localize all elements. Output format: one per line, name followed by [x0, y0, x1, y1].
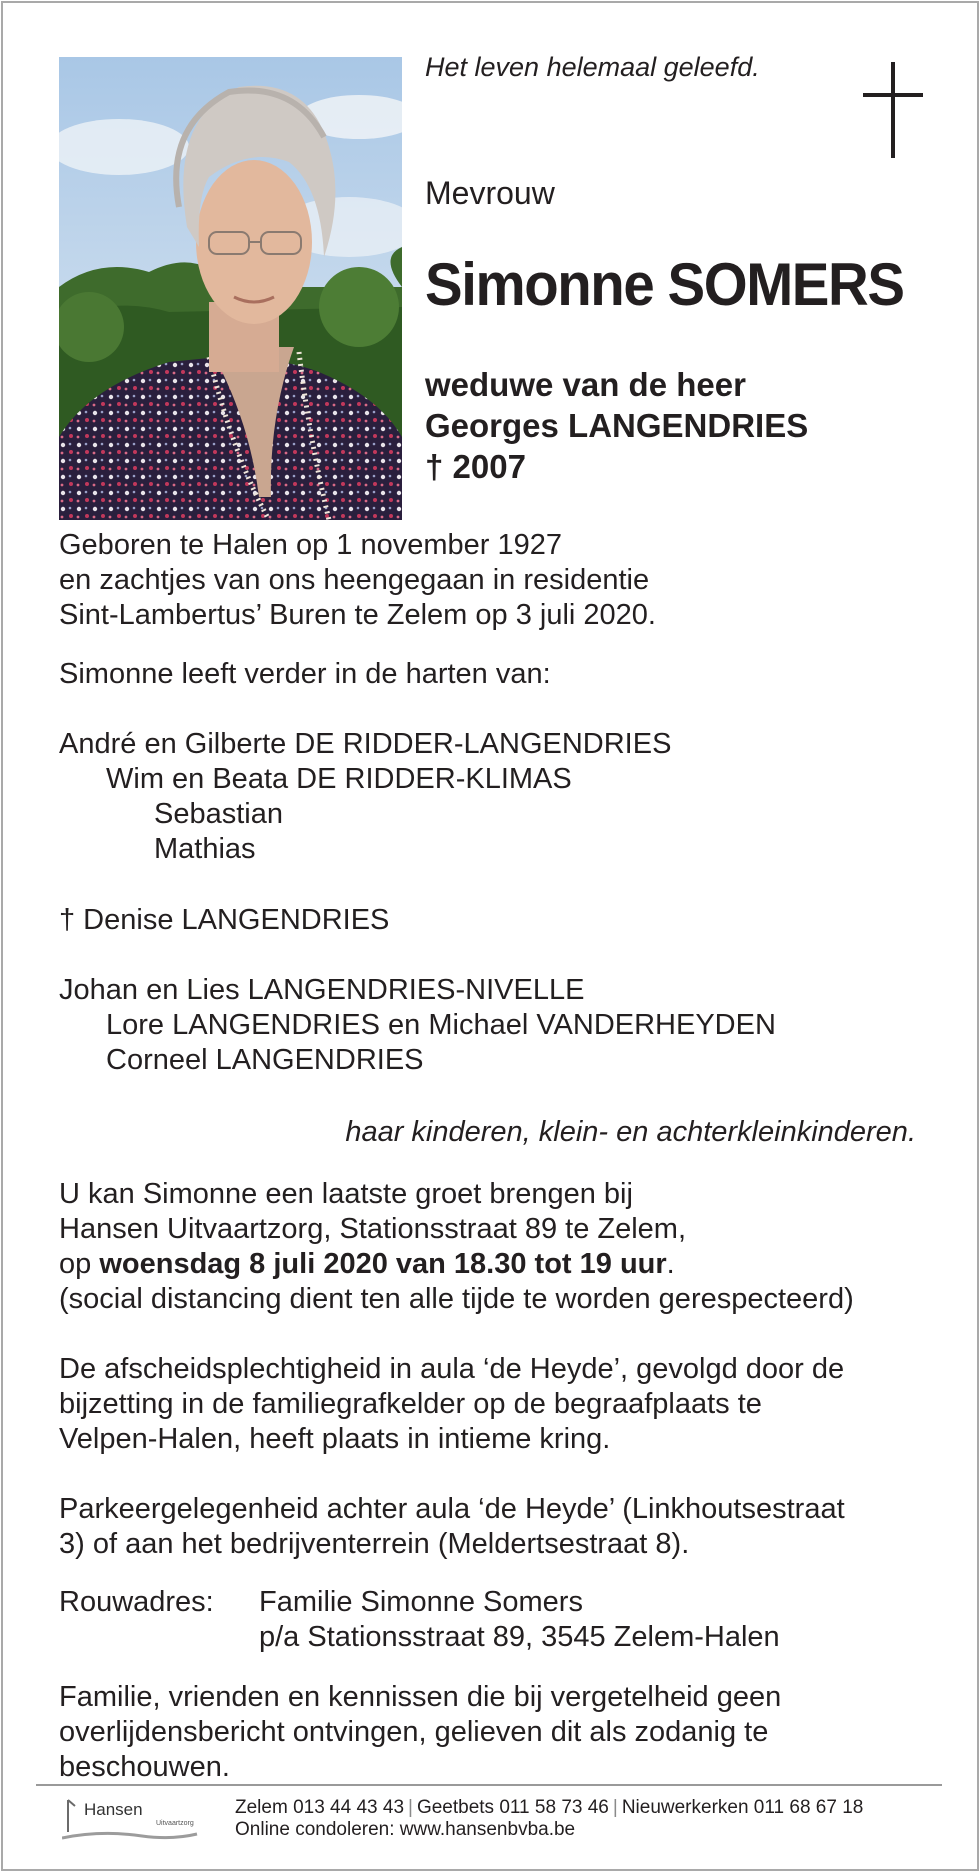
parking-line: Parkeergelegenheid achter aula ‘de Heyde’ (Linkhoutsestraat [59, 1493, 845, 1525]
footer-online: Online condoleren: www.hansenbvba.be [235, 1819, 576, 1840]
phone-zelem: Zelem 013 44 43 43 [235, 1797, 405, 1818]
logo-subtext: Uitvaartzorg [156, 1820, 194, 1827]
ceremony-line: Velpen-Halen, heeft plaats in intieme kring. [59, 1423, 611, 1455]
visit-line: U kan Simonne een laatste groet brengen bij [59, 1178, 633, 1210]
hansen-logo [62, 1796, 202, 1844]
parking-line: 3) of aan het bedrijventerrein (Meldertsestraat 8). [59, 1528, 690, 1560]
closing-line: beschouwen. [59, 1751, 230, 1783]
family-member: Corneel LANGENDRIES [106, 1044, 424, 1076]
logo-text: Hansen [84, 1800, 143, 1819]
visit-line: Hansen Uitvaartzorg, Stationsstraat 89 te Zelem, [59, 1213, 687, 1245]
family-member: Lore LANGENDRIES en Michael VANDERHEYDEN [106, 1009, 776, 1041]
phone-geetbets: Geetbets 011 58 73 46 [416, 1797, 609, 1818]
widow-of [425, 364, 808, 487]
visit-note: (social distancing dient ten alle tijde te worden gerespecteerd) [59, 1283, 854, 1315]
footer-contact [235, 1797, 863, 1841]
widow-line: Georges LANGENDRIES [425, 407, 809, 444]
cross-icon [863, 62, 923, 158]
widow-line: † 2007 [425, 448, 526, 485]
closing-line: Familie, vrienden en kennissen die bij vergetelheid geen [59, 1681, 782, 1713]
honorific: Mevrouw [425, 175, 555, 211]
deceased-name: Simonne SOMERS [425, 251, 904, 318]
birth-line: Geboren te Halen op 1 november 1927 [59, 529, 563, 561]
closing-line: overlijdensbericht ontvingen, gelieven dit als zodanig te [59, 1716, 769, 1748]
footer-phones: Zelem 013 44 43 43 | Geetbets 011 58 73 46 | Nieuwerkerken 011 68 67 18 [235, 1797, 864, 1818]
family-member: Sebastian [154, 798, 283, 830]
family-member: Johan en Lies LANGENDRIES-NIVELLE [59, 974, 585, 1006]
family-member: André en Gilberte DE RIDDER-LANGENDRIES [59, 728, 672, 760]
family-member: Wim en Beata DE RIDDER-KLIMAS [106, 763, 572, 795]
rouwadres-line: p/a Stationsstraat 89, 3545 Zelem-Halen [259, 1621, 780, 1653]
death-line: en zachtjes van ons heengegaan in residentie [59, 564, 650, 596]
ceremony-line: bijzetting in de familiegrafkelder op de begraafplaats te [59, 1388, 762, 1420]
family-member: † Denise LANGENDRIES [59, 904, 390, 936]
family-signoff: haar kinderen, klein- en achterkleinkinderen. [345, 1116, 916, 1148]
widow-line: weduwe van de heer [425, 366, 746, 403]
visit-datetime-bold: woensdag 8 juli 2020 van 18.30 tot 19 uur [99, 1248, 667, 1280]
rouwadres-address [259, 1585, 780, 1655]
visit-datetime: op woensdag 8 juli 2020 van 18.30 tot 19 uur. [59, 1248, 675, 1280]
survived-intro: Simonne leeft verder in de harten van: [59, 658, 551, 690]
death-place-line: Sint-Lambertus’ Buren te Zelem op 3 juli 2020. [59, 599, 656, 631]
family-member: Mathias [154, 833, 256, 865]
rouwadres-line: Familie Simonne Somers [259, 1586, 583, 1618]
portrait-photo [59, 57, 402, 520]
phone-nieuwerkerken: Nieuwerkerken 011 68 67 18 [621, 1797, 864, 1818]
ceremony-line: De afscheidsplechtigheid in aula ‘de Heyde’, gevolgd door de [59, 1353, 845, 1385]
rouwadres-label: Rouwadres: [59, 1586, 214, 1618]
footer-divider [36, 1784, 942, 1786]
motto: Het leven helemaal geleefd. [425, 52, 760, 82]
